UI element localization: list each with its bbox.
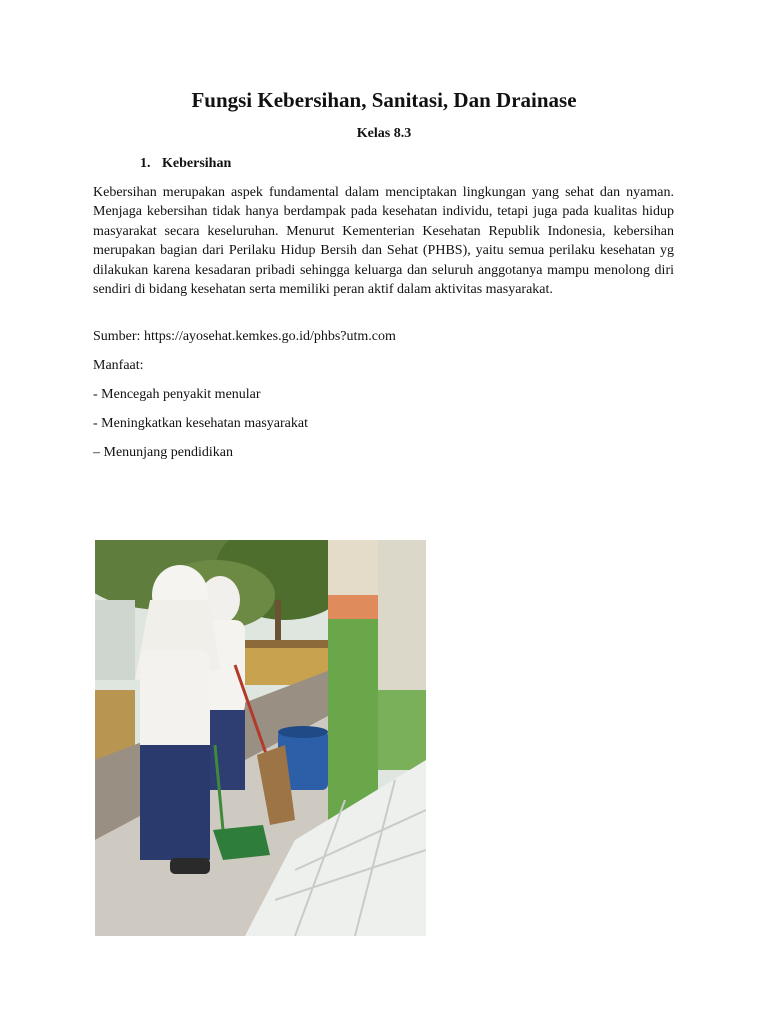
benefits-label: Manfaat: <box>93 358 144 373</box>
cleaning-photo <box>95 540 426 936</box>
section-heading <box>140 155 231 173</box>
section-number: 1. <box>140 156 151 171</box>
source-line: Sumber: https://ayosehat.kemkes.go.id/phbs?utm.com <box>93 329 396 344</box>
class-label: Kelas 8.3 <box>356 126 412 141</box>
benefit-item: - Meningkatkan kesehatan masyarakat <box>93 416 308 431</box>
document-title: Fungsi Kebersihan, Sanitasi, Dan Drainase <box>191 88 577 112</box>
benefit-item: – Menunjang pendidikan <box>93 445 233 460</box>
section-title: Kebersihan <box>162 156 232 171</box>
body-paragraph: Kebersihan merupakan aspek fundamental dalam menciptakan lingkungan yang sehat dan nyaman. Menjaga kebersihan tidak hanya berdampak pada kesehatan individu, tetapi juga pada kualitas hidup masyarakat secara keseluruhan. Menurut Kementerian Kesehatan Republik Indonesia, kebersihan merupakan bagian dari Perilaku Hidup Bersih dan Sehat (PHBS), yaitu semua perilaku kesehatan yg dilakukan karena kesadaran pribadi sehingga keluarga dan seluruh anggotanya mampu menolong diri sendiri di bidang kesehatan serta memiliki peran aktif dalam aktivitas masyarakat. <box>93 185 674 298</box>
benefit-item: - Mencegah penyakit menular <box>93 387 261 402</box>
